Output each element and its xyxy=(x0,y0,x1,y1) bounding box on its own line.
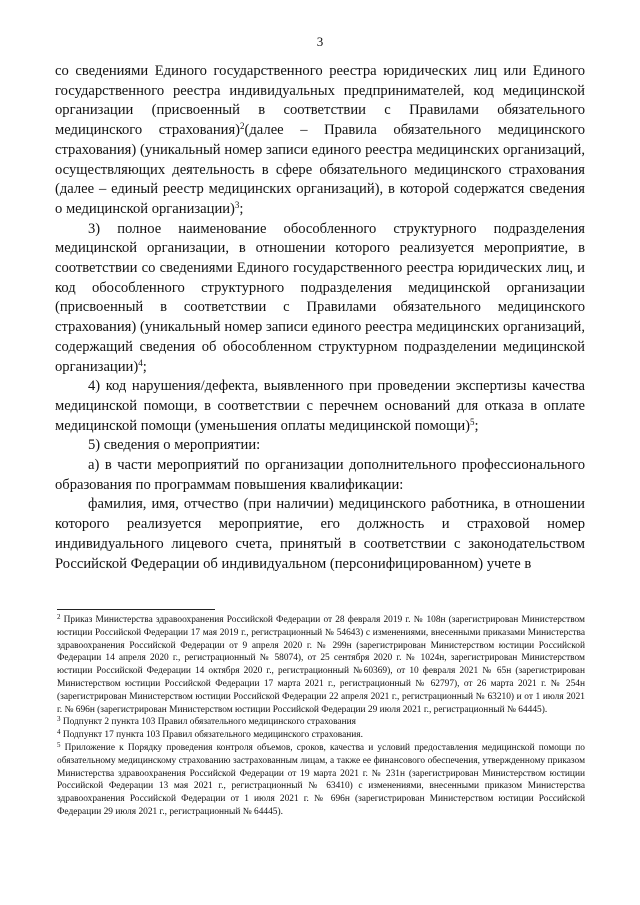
footnote-number: 4 xyxy=(57,728,61,737)
paragraph-item-3 xyxy=(55,220,585,378)
paragraph-item-5a xyxy=(55,456,585,495)
paragraph-text: 5) сведения о мероприятии: xyxy=(88,437,261,454)
paragraph-text: 3) полное наименование обособленного структурного подразделения медицинской организации, в отношении которого реализуется мероприятие, в соответствии со сведениями Единого государственного реестра юридических лиц, и код обособленного структурного подразделения медицинской организации (присвоенный в соответствии с Правилами обязательного медицинского страхования) (уникальный номер записи единого реестра медицинских организаций, содержащий сведения об обособленном структурном подразделении медицинской организации) xyxy=(55,220,585,375)
paragraph-text: фамилия, имя, отчество (при наличии) медицинского работника, в отношении которого реализуется мероприятие, его должность и страховой номер индивидуального лицевого счета, принятый в соответствии с законодательством Российской Федерации об индивидуальном (персонифицированном) учете в xyxy=(55,496,585,572)
footnote-2 xyxy=(57,614,585,716)
footnote-number: 2 xyxy=(57,613,61,621)
footnote-ref: 2 xyxy=(240,121,245,132)
paragraph-item-5 xyxy=(55,436,585,456)
footnote-3 xyxy=(57,716,585,729)
footnote-5 xyxy=(57,742,585,819)
footnote-ref: 4 xyxy=(138,357,143,368)
footnote-text: Подпункт 17 пункта 103 Правил обязательного медицинского страхования. xyxy=(60,730,363,741)
footnote-4 xyxy=(57,729,585,742)
footnote-text: Приказ Министерства здравоохранения Российской Федерации от 28 февраля 2019 г. № 108н (зарегистрирован Министерством юстиции Российской Федерации 17 мая 2019 г., регистрационный № 54643) с изменениями, внесенными приказами Министерства здравоохранения Российской Федерации от 9 апреля 2020 г. № 299н (зарегистрирован Министерством юстиции Российской Федерации 14 апреля 2020 г., регистрационный № 58074), от 25 сентября 2020 г. № 1024н, зарегистрирован Министерством юстиции Российской Федерации 14 октября 2020 г., регистрационный №60369), от 10 февраля 2021 № 65н (зарегистрирован Министерством юстиции Российской Федерации 17 марта 2021 г., регистрационный № 62797), от 26 марта 2021 г. № 254н (зарегистрирован Министерством юстиции Российской Федерации 22 апреля 2021 г., регистрационный № 63210) и от 1 июля 2021 г. № 696н (зарегистрирован Министерством юстиции Российской Федерации 29 июля 2021 г., регистрационный № 64445). xyxy=(57,615,585,715)
footnote-number: 3 xyxy=(57,715,61,724)
paragraph-text: ; xyxy=(142,358,147,375)
document-body xyxy=(55,62,585,574)
footnote-divider xyxy=(57,609,215,610)
page-number: 3 xyxy=(316,34,324,49)
footnote-text: Приложение к Порядку проведения контроля объемов, сроков, качества и условий предоставления медицинской помощи по обязательному медицинскому страхованию застрахованным лицам, а также ее финансового обеспечения, утвержденному приказом Министерства здравоохранения Российской Федерации от 19 марта 2021 г. № 231н (зарегистрирован Министерством юстиции Российской Федерации 13 мая 2021 г., регистрационный № 63410) с изменениями, внесенными приказом Министерства здравоохранения Российской Федерации от 1 июля 2021 г. № 696н (зарегистрирован Министерством юстиции Российской Федерации 29 июля 2021 г., регистрационный № 64445). xyxy=(57,742,585,817)
paragraph-text: ; xyxy=(239,200,244,217)
footnote-ref: 3 xyxy=(234,199,240,210)
paragraph-text: со сведениями Единого государственного реестра юридических лиц или Единого государственного реестра индивидуальных предпринимателей, код медицинской организации (присвоенный в соответствии с Правилами обязательного медицинского страхования) xyxy=(55,63,585,139)
paragraph-text: 4) код нарушения/дефекта, выявленного при проведении экспертизы качества медицинской помощи, в соответствии с перечнем оснований для отказа в оплате медицинской помощи (уменьшения оплаты медицинской помощи) xyxy=(55,378,585,434)
paragraph-text: ; xyxy=(474,417,479,434)
footnote-number: 5 xyxy=(57,740,61,749)
footnote-ref: 5 xyxy=(470,416,475,427)
footnotes xyxy=(57,614,585,819)
footnote-text: Подпункт 2 пункта 103 Правил обязательного медицинского страхования xyxy=(60,717,356,728)
paragraph-organization-code xyxy=(55,62,585,220)
paragraph-text: а) в части мероприятий по организации дополнительного профессионального образования по программам повышения квалификации: xyxy=(55,457,585,493)
paragraph-text: (далее – Правила обязательного медицинского страхования) (уникальный номер записи единого реестра медицинских организаций, осуществляющих деятельность в сфере обязательного медицинского страхования (далее – единый реестр медицинских организаций), в которой содержатся сведения о медицинской организации) xyxy=(55,122,585,217)
paragraph-item-4 xyxy=(55,377,585,436)
paragraph-worker-details xyxy=(55,495,585,574)
